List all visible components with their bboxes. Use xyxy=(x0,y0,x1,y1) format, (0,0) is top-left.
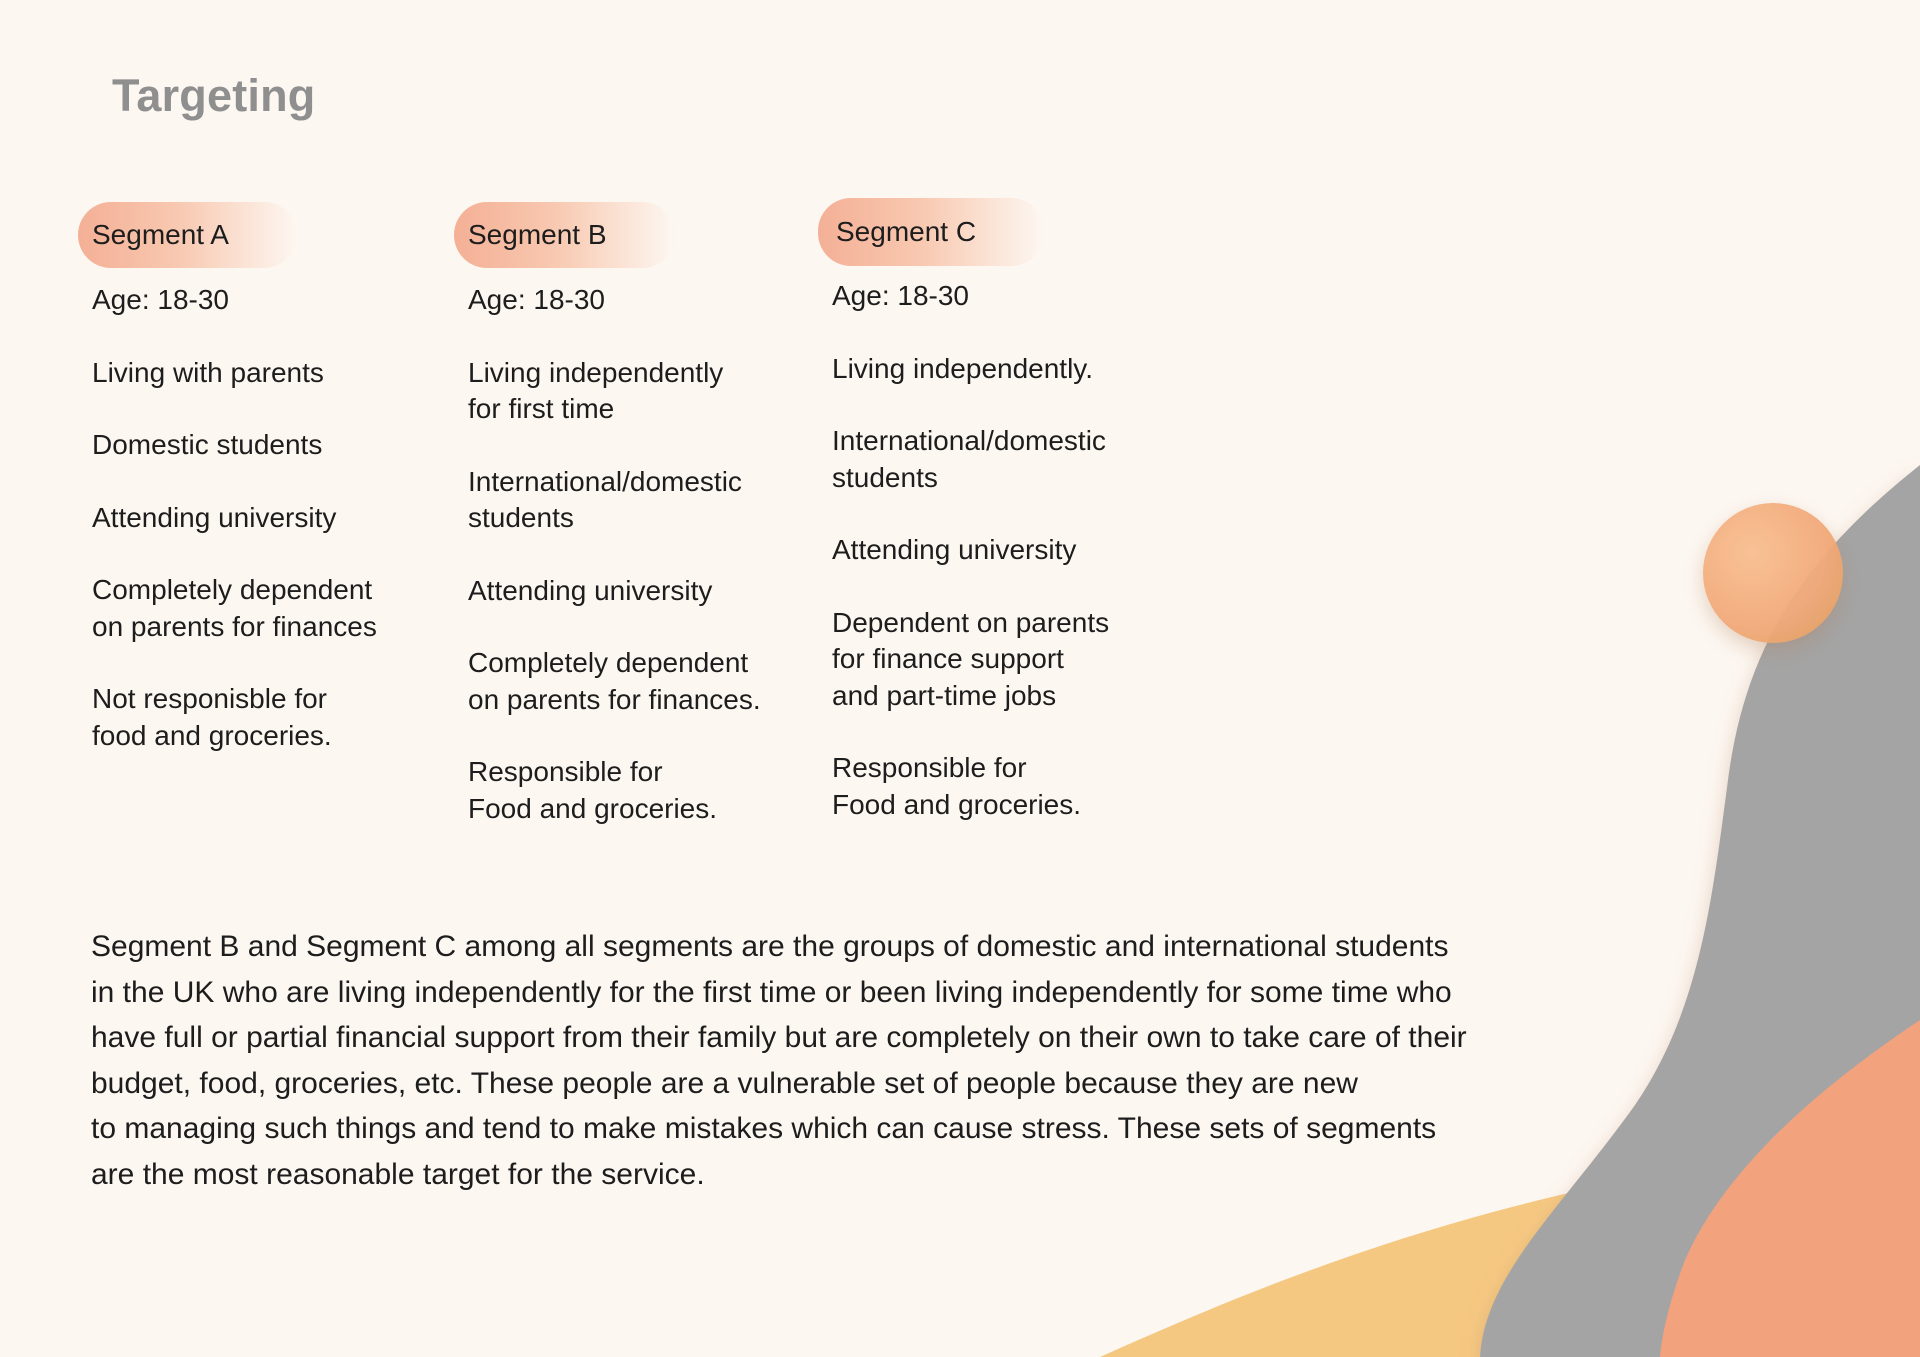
orange-circle-shape xyxy=(1703,503,1843,643)
orange-blob-shape xyxy=(1660,1020,1920,1357)
segment-a-column xyxy=(78,202,458,754)
segment-a-students: Domestic students xyxy=(92,429,323,460)
segment-c-living: Living independently. xyxy=(832,352,1094,384)
segment-a-education: Attending university xyxy=(92,501,337,533)
segment-a-age: Age: 18-30 xyxy=(92,284,229,315)
segment-c-age: Age: 18-30 xyxy=(832,280,969,311)
segment-c-attributes xyxy=(818,278,1198,823)
segment-a-groceries: Not responisble for food and groceries. xyxy=(92,683,332,751)
gray-blob-shape xyxy=(1480,465,1920,1357)
segment-b-finances: Completely dependent on parents for finances. xyxy=(468,647,761,715)
segment-b-column xyxy=(454,202,834,827)
segment-b-attributes xyxy=(454,282,834,827)
segment-b-groceries: Responsible for Food and groceries. xyxy=(468,756,718,824)
segment-b-education: Attending university xyxy=(468,574,713,606)
summary-paragraph: Segment B and Segment C among all segments are the groups of domestic and international students in the UK who are living independently for the first time or been living independently for some time who have full or partial financial support from their family but are completely on their own to take care of their budget, food, groceries, etc. These people are a vulnerable set of people because they are new to managing such things and tend to make mistakes which can cause stress. These sets of segments are the most reasonable target for the service. xyxy=(91,930,1467,1191)
segment-c-students: International/domestic students xyxy=(832,425,1106,493)
segment-a-attributes xyxy=(78,282,458,754)
segment-c-label: Segment C xyxy=(818,198,1044,266)
segment-c-education: Attending university xyxy=(832,534,1077,565)
segment-b-label: Segment B xyxy=(454,202,675,268)
segment-a-finances: Completely dependent on parents for finances xyxy=(92,574,377,642)
segment-b-students: International/domestic students xyxy=(468,465,742,533)
segment-a-label: Segment A xyxy=(78,202,297,268)
segment-c-finances: Dependent on parents for finance support and part-time jobs xyxy=(832,606,1110,711)
segment-c-groceries: Responsible for Food and groceries. xyxy=(832,752,1082,820)
segment-a-living: Living with parents xyxy=(92,356,324,388)
segment-b-age: Age: 18-30 xyxy=(468,284,605,315)
segment-c-column xyxy=(818,202,1198,823)
page-title: Targeting xyxy=(112,70,316,121)
segment-b-living: Living independently for first time xyxy=(468,356,724,424)
